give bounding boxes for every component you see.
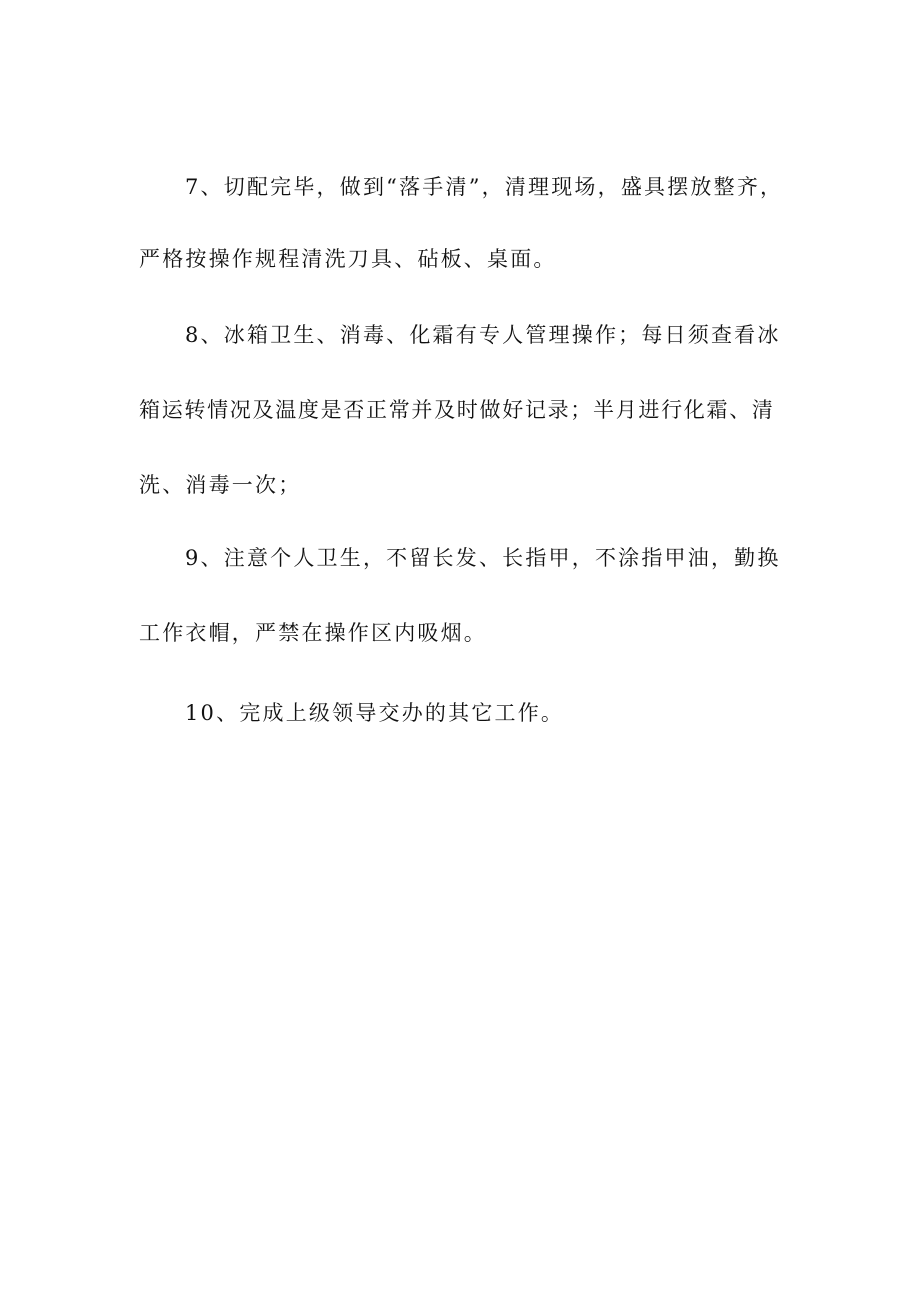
- item-8-line-1: 8、冰箱卫生、消毒、化霜有专人管理操作；每日须查看冰: [185, 323, 781, 347]
- item-8-line-3: 洗、消毒一次；: [139, 473, 302, 497]
- item-8-line-2: 箱运转情况及温度是否正常并及时做好记录；半月进行化霜、清: [139, 398, 775, 422]
- item-7-line-2: 严格按操作规程清洗刀具、砧板、桌面。: [139, 247, 557, 271]
- item-9-line-1: 9、注意个人卫生，不留长发、长指甲，不涂指甲油，勤换: [185, 546, 781, 570]
- item-10-line-1: 10、完成上级领导交办的其它工作。: [185, 701, 565, 725]
- item-9-line-2: 工作衣帽，严禁在操作区内吸烟。: [139, 621, 487, 645]
- item-7-line-1: 7、切配完毕，做到“落手清”，清理现场，盛具摆放整齐，: [185, 175, 784, 199]
